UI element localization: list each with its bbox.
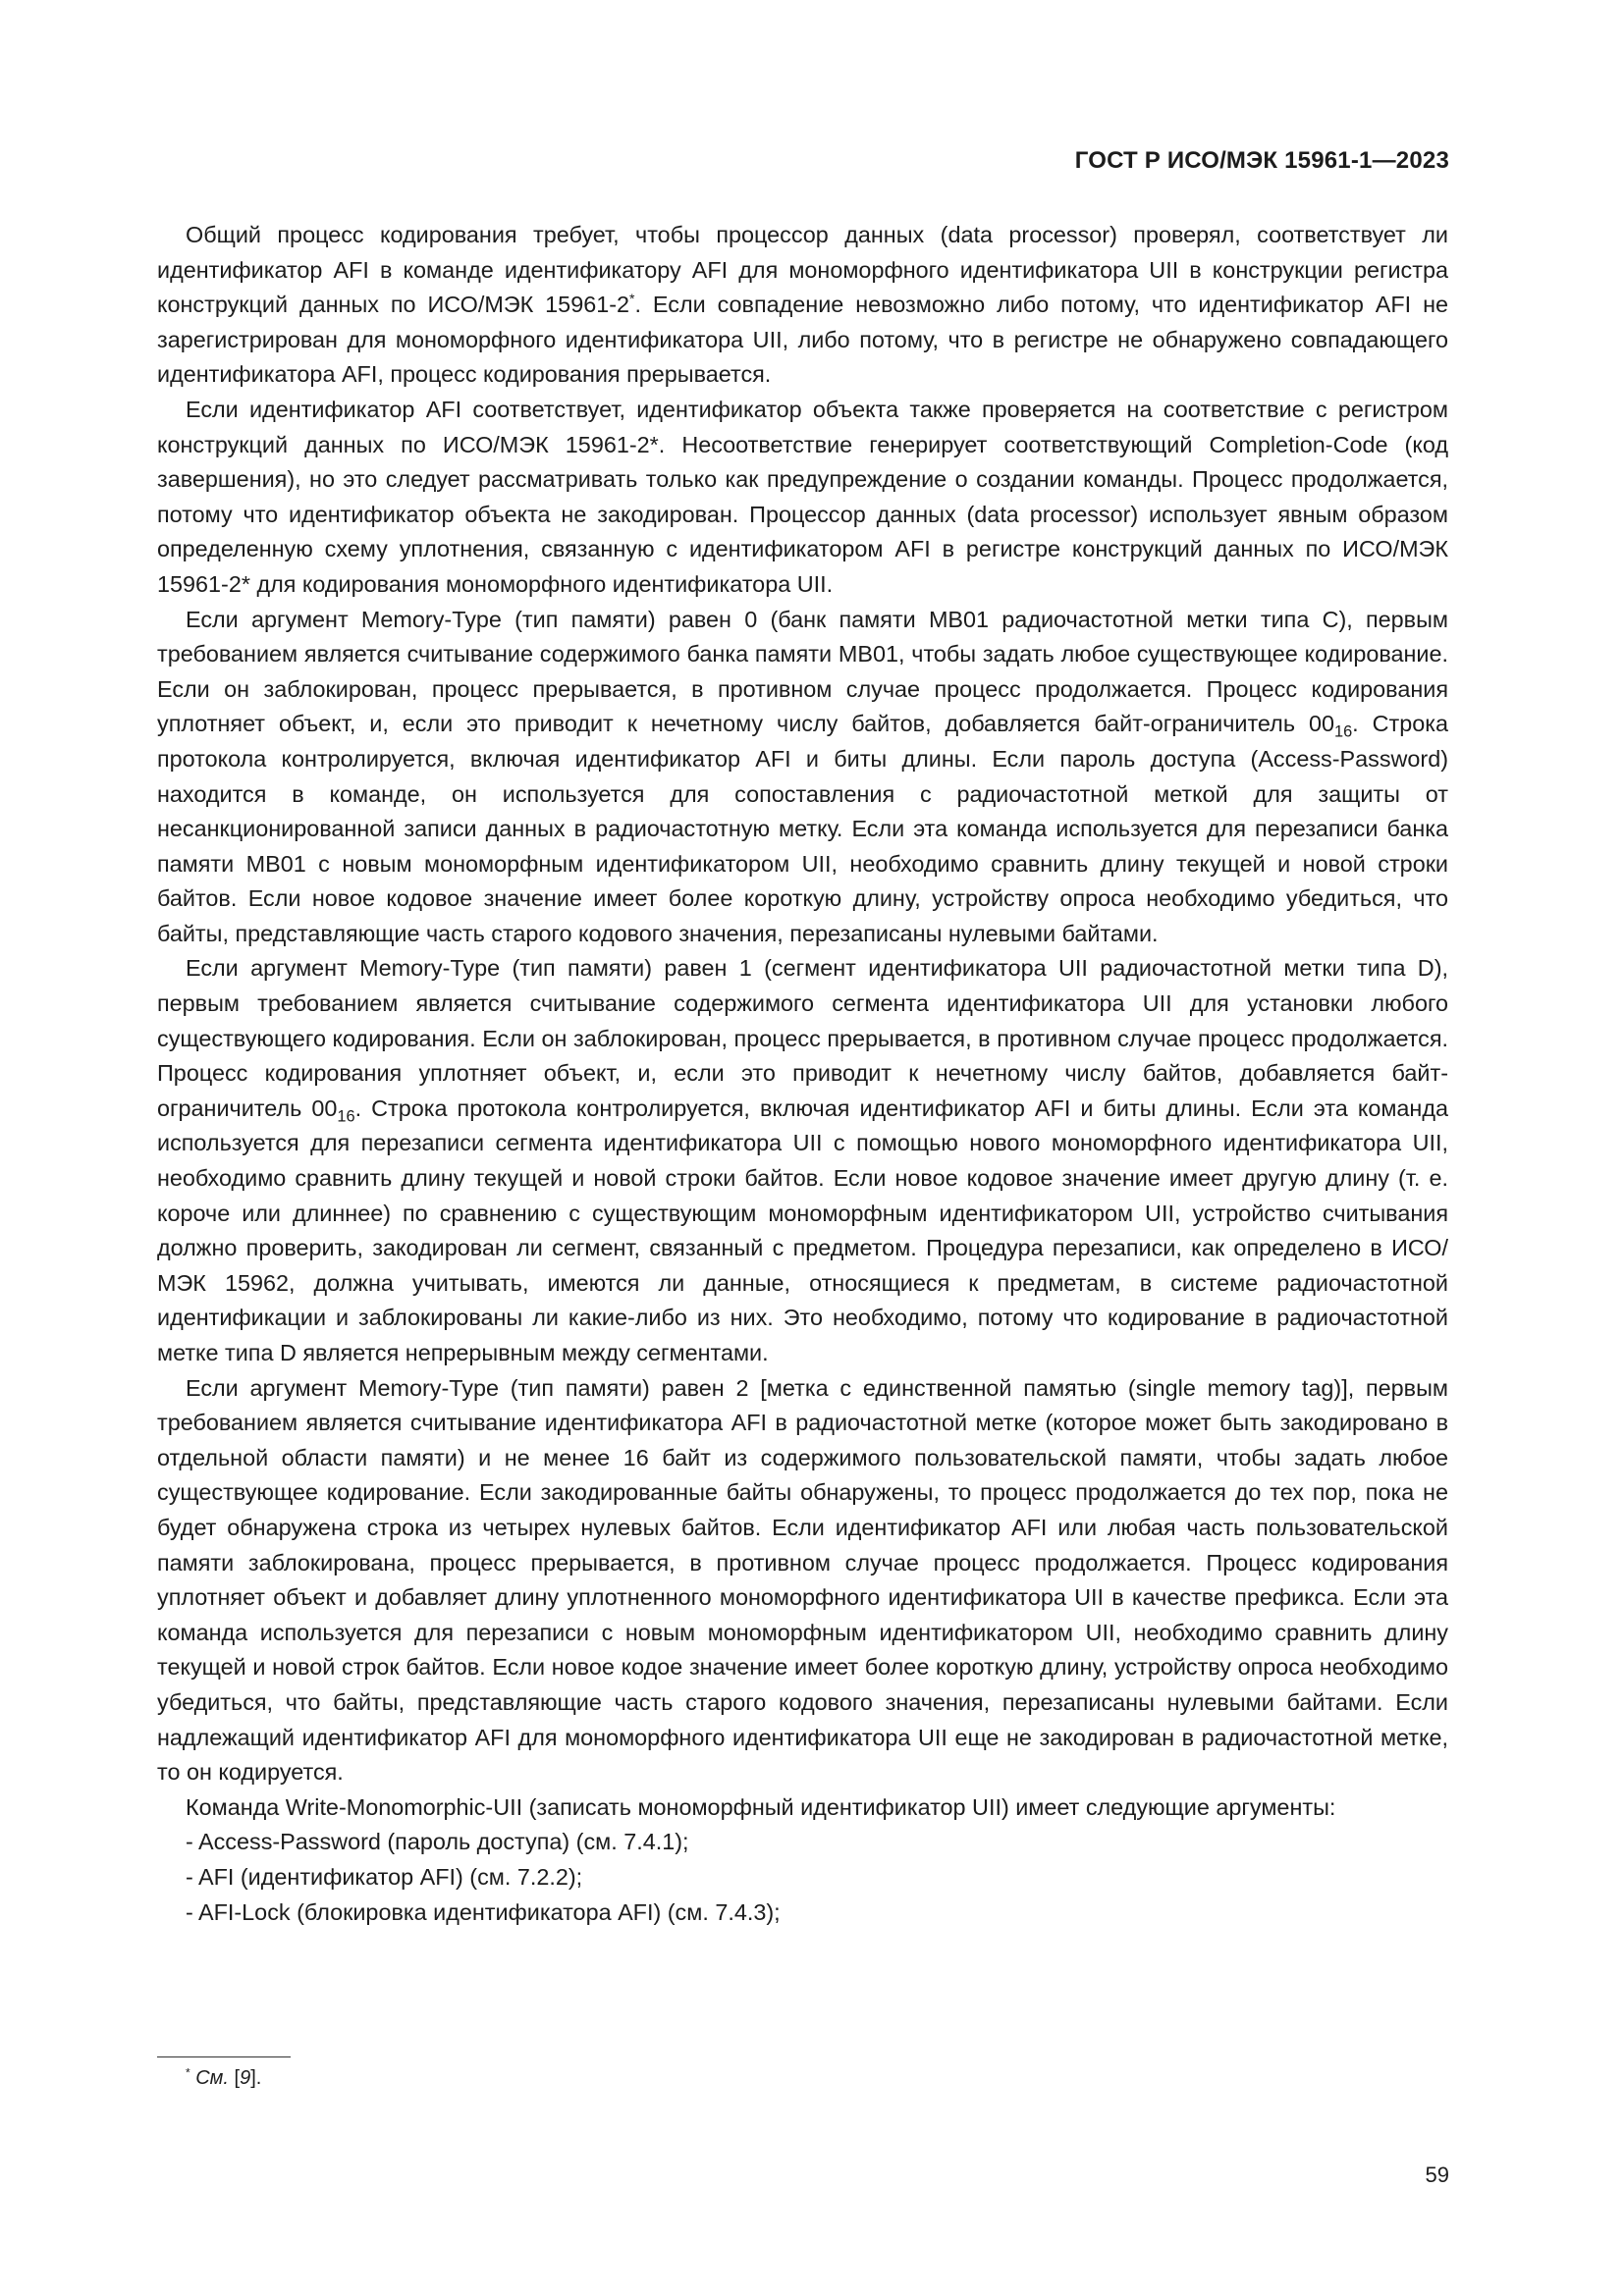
paragraph: Общий процесс кодирования требует, чтобы процессор данных (data processor) проверял, соответствует ли идентификатор AFI в команде идентификатору AFI для мономорфного идентификатора UII в конструкции регистра конструкций данных по ИСО/МЭК 15961-2*. Если совпадение невозможно либо потому, что идентификатор AFI не зарегистрирован для мономорфного идентификатора UII, либо потому, что в регистре не обнаружено совпадающего идентификатора AFI, процесс кодирования прерывается. bbox=[157, 222, 1449, 388]
body-text bbox=[157, 218, 1448, 1930]
footnote: * См. [9]. bbox=[186, 2065, 262, 2089]
paragraph: Если аргумент Memory-Type (тип памяти) равен 1 (сегмент идентификатора UII радиочастотной метки типа D), первым требованием является считывание содержимого сегмента идентификатора UII для установки любого существующего кодирования. Если он заблокирован, процесс прерывается, в противном случае процесс продолжается. Процесс кодирования уплотняет объект, и, если это приводит к нечетному числу байтов, добавляется байт-ограничитель $00_{16}$. Строка протокола контролируется, включая идентификатор AFI и биты длины. Если эта команда используется для перезаписи сегмента идентификатора UII с помощью нового мономорфного идентификатора UII, необходимо сравнить длину текущей и новой строки байтов. Если новое кодовое значение имеет другую длину (т. е. короче или длиннее) по сравнению с существующим мономорфным идентификатором UII, устройство считывания должно проверить, закодирован ли сегмент, связанный с предметом. Процедура перезаписи, как определено в ИСО/МЭК 15962, должна учитывать, имеются ли данные, относящиеся к предметам, в системе радиочастотной идентификации и заблокированы ли какие-либо из них. Это необходимо, потому что кодирование в радиочастотной метке типа D является непрерывным между сегментами. bbox=[157, 955, 1448, 1365]
paragraph: Если аргумент Memory-Type (тип памяти) равен 2 [метка с единственной памятью (single memory tag)], первым требованием является считывание идентификатора AFI в радиочастотной метке (которое может быть закодировано в отдельной области памяти) и не менее 16 байт из содержимого пользовательской памяти, чтобы задать любое существующее кодирование. Если закодированные байты обнаружены, то процесс продолжается до тех пор, пока не будет обнаружена строка из четырех нулевых байтов. Если идентификатор AFI или любая часть пользовательской памяти заблокирована, процесс прерывается, в противном случае процесс продолжается. Процесс кодирования уплотняет объект и добавляет длину уплотненного мономорфного идентификатора UII в качестве префикса. Если эта команда используется для перезаписи с новым мономорфным идентификатором UII, необходимо сравнить длину текущей и новой строк байтов. Если новое кодое значение имеет более короткую длину, устройству опроса необходимо убедиться, что байты, представляющие часть старого кодового значения, перезаписаны нулевыми байтами. Если надлежащий идентификатор AFI для мономорфного идентификатора UII еще не закодирован в радиочастотной метке, то он кодируется. bbox=[157, 1374, 1448, 1786]
footnote-divider bbox=[157, 2056, 291, 2057]
paragraph: Команда Write-Monomorphic-UII (записать мономорфный идентификатор UII) имеет следующие аргументы: bbox=[186, 1793, 1336, 1820]
footnote-text: См. bbox=[195, 2067, 229, 2089]
footnote-mark: * bbox=[629, 291, 635, 307]
page-number: 59 bbox=[1425, 2163, 1449, 2187]
list-item: - AFI (идентификатор AFI) (см. 7.2.2); bbox=[186, 1863, 583, 1890]
subscript: 16 bbox=[1333, 722, 1353, 741]
paragraph: Если аргумент Memory-Type (тип памяти) равен 0 (банк памяти MB01 радиочастотной метки типа C), первым требованием является считывание содержимого банка памяти MB01, чтобы задать любое существующее кодирование. Если он заблокирован, процесс прерывается, в противном случае процесс продолжается. Процесс кодирования уплотняет объект, и, если это приводит к нечетному числу байтов, добавляется байт-ограничитель $00_{16}$. Строка протокола контролируется, включая идентификатор AFI и биты длины. Если пароль доступа (Access-Password) находится в команде, он используется для сопоставления с радиочастотной меткой для защиты от несанкционированной записи данных в радиочастотную метку. Если эта команда используется для перезаписи банка памяти MB01 с новым мономорфным идентификатором UII, необходимо сравнить длину текущей и новой строки байтов. Если новое кодовое значение имеет более короткую длину, устройству опроса необходимо убедиться, что байты, представляющие часть старого кодового значения, перезаписаны нулевыми байтами. bbox=[157, 606, 1448, 946]
list-item: - AFI-Lock (блокировка идентификатора AFI) (см. 7.4.3); bbox=[186, 1898, 781, 1925]
document-header-standard: ГОСТ Р ИСО/МЭК 15961-1—2023 bbox=[1074, 147, 1449, 174]
subscript: 16 bbox=[337, 1107, 355, 1126]
footnote-ref: 9 bbox=[240, 2067, 251, 2089]
list-item: - Access-Password (пароль доступа) (см. 7.4.1); bbox=[186, 1829, 689, 1855]
paragraph: Если идентификатор AFI соответствует, идентификатор объекта также проверяется на соответствие с регистром конструкций данных по ИСО/МЭК 15961-2*. Несоответствие генерирует соответствующий Completion-Code (код завершения), но это следует рассматривать только как предупреждение о создании команды. Процесс продолжается, потому что идентификатор объекта не закодирован. Процессор данных (data processor) использует явным образом определенную схему уплотнения, связанную с идентификатором AFI в регистре конструкций данных по ИСО/МЭК 15961-2* для кодирования мономорфного идентификатора UII. bbox=[157, 396, 1448, 597]
footnote-mark: * bbox=[186, 2065, 190, 2080]
